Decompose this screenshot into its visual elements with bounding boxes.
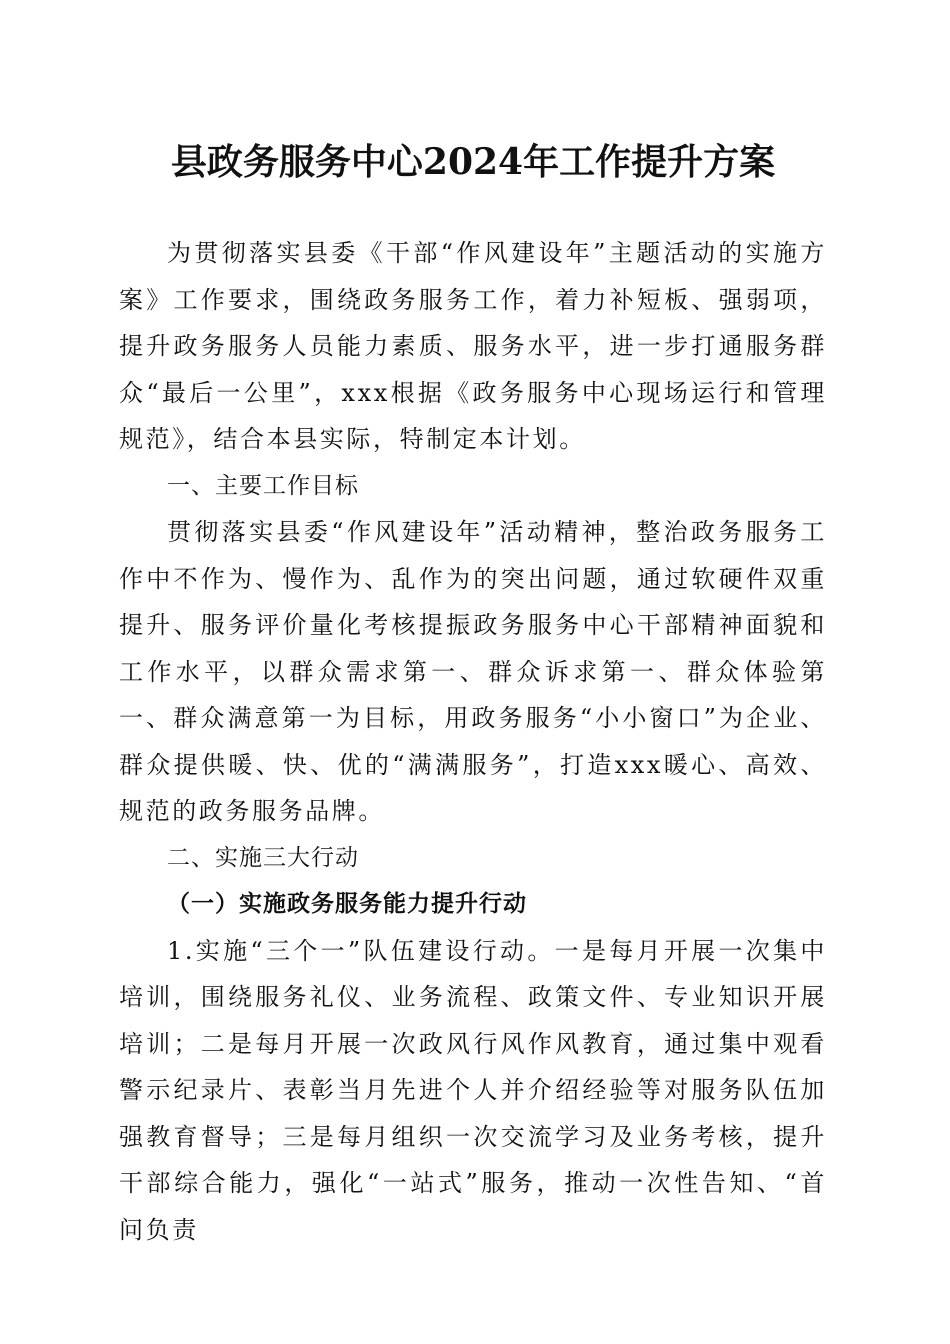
- document-body: [119, 230, 827, 1253]
- subsection-heading-capability: （一）实施政务服务能力提升行动: [167, 890, 527, 917]
- action-item-paragraph: 1.实施“三个一”队伍建设行动。一是每月开展一次集中培训，围绕服务礼仪、业务流程、政策文件、专业知识开展培训；二是每月开展一次政风行风作风教育，通过集中观看警示纪录片、表彰当月先进个人并介绍经验等对服务队伍加强教育督导；三是每月组织一次交流学习及业务考核，提升干部综合能力，强化“一站式”服务，推动一次性告知、“首问负责: [119, 936, 827, 1244]
- goals-paragraph: 贯彻落实县委“作风建设年”活动精神，整治政务服务工作中不作为、慢作为、乱作为的突出问题，通过软硬件双重提升、服务评价量化考核提振政务服务中心干部精神面貌和工作水平，以群众需求第一、群众诉求第一、群众体验第一、群众满意第一为目标，用政务服务“小小窗口”为企业、群众提供暖、快、优的“满满服务”，打造xxx暖心、高效、规范的政务服务品牌。: [119, 518, 827, 825]
- document-title: 县政务服务中心2024年工作提升方案: [170, 141, 776, 183]
- section-heading-goals: 一、主要工作目标: [167, 472, 359, 499]
- section-heading-actions: 二、实施三大行动: [167, 844, 359, 871]
- intro-paragraph: 为贯彻落实县委《干部“作风建设年”主题活动的实施方案》工作要求，围绕政务服务工作，着力补短板、强弱项，提升政务服务人员能力素质、服务水平，进一步打通服务群众“最后一公里”，xxx根据《政务服务中心现场运行和管理规范》，结合本县实际，特制定本计划。: [119, 239, 827, 453]
- document-page: [119, 0, 827, 1344]
